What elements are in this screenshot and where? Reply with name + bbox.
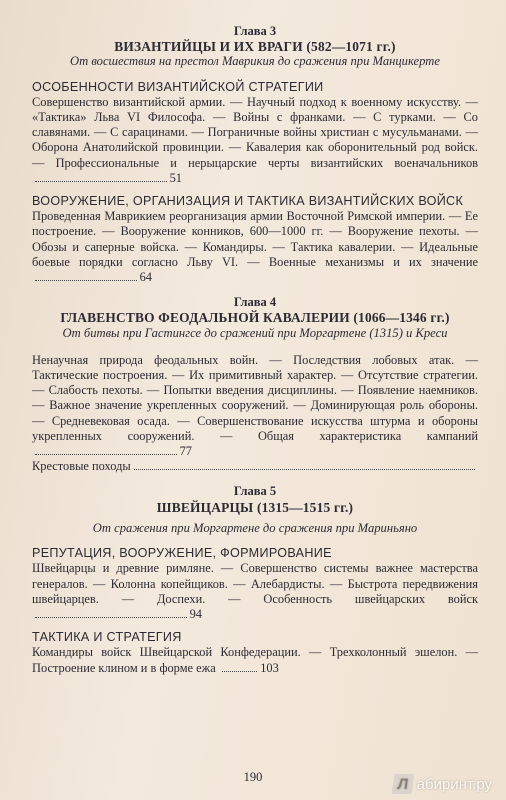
page-leader — [219, 661, 279, 676]
page-number: 77 — [179, 444, 192, 459]
page-number: 103 — [260, 660, 279, 675]
chapter-subtitle: От сражения при Моргартене до сражения при Мариньяно — [92, 520, 418, 535]
section-summary — [32, 209, 478, 285]
section-summary — [32, 353, 478, 459]
chapter-number: Глава 3 — [233, 24, 277, 38]
page-leader — [32, 444, 192, 459]
chapter-subtitle: От битвы при Гастингсе до сражений при Моргартене (1315) и Креси — [62, 325, 448, 340]
section-heading: ВООРУЖЕНИЕ, ОРГАНИЗАЦИЯ И ТАКТИКА ВИЗАНТИЙСКИХ ВОЙСК — [32, 194, 464, 209]
page-number: 64 — [139, 270, 152, 285]
chapter-title: ГЛАВЕНСТВО ФЕОДАЛЬНОЙ КАВАЛЕРИИ (1066—1346 гг.) — [60, 310, 450, 326]
section-summary — [32, 645, 478, 675]
dot-leader — [134, 469, 475, 470]
page-leader — [32, 270, 152, 285]
section-text: Ненаучная природа феодальных войн. — Последствия лобовых атак. — Тактические построения. — Их примитивный характер. — Отсутствие стратегии. — Слабость пехоты. — Попытки введения дисциплины. — Появление наемников. — Важное значение укрепленных сооружений. — Доминирующая роль обороны. — Средневековая осада. — Совершенствование искусства штурма и обороны укрепленных сооружений. — Общая характеристика кампаний — [32, 352, 478, 443]
page-leader — [32, 607, 202, 622]
watermark-text: абиринт.ру — [416, 775, 492, 793]
page-number: 51 — [169, 170, 182, 185]
section-text: Совершенство византийской армии. — Научный подход к военному искусству. — «Тактика» Льва VI Философа. — Войны с франками. — С турками. — Со славянами. — С сарацинами. — Пограничные войны христиан с мусульманами. — Оборона Анатолийской провинции. — Кавалерия как оборонительный род войск. — Профессиональные и нерыцарские черты византийских военачальников — [32, 94, 478, 170]
entry-label: Крестовые походы — [32, 459, 131, 474]
section-heading: РЕПУТАЦИЯ, ВООРУЖЕНИЕ, ФОРМИРОВАНИЕ — [32, 546, 332, 561]
section-summary — [32, 561, 478, 622]
page-folio: 190 — [243, 770, 263, 784]
section-text: Швейцарцы и древние римляне. — Совершенство системы важнее мастерства генералов. — Колонна копейщиков. — Алебардисты. — Быстрота передвижения швейцарцев. — Доспехи. — Особенность швейцарских войск — [32, 561, 478, 606]
chapter-title: ВИЗАНТИЙЦЫ И ИХ ВРАГИ (582—1071 гг.) — [114, 39, 396, 55]
page-leader — [32, 171, 182, 186]
section-heading: ОСОБЕННОСТИ ВИЗАНТИЙСКОЙ СТРАТЕГИИ — [32, 79, 324, 94]
chapter-title: ШВЕЙЦАРЦЫ (1315—1515 гг.) — [156, 499, 354, 515]
toc-entry — [32, 459, 478, 474]
watermark — [393, 774, 492, 794]
section-heading: ТАКТИКА И СТРАТЕГИЯ — [32, 630, 182, 645]
chapter-subtitle: От восшествия на престол Маврикия до сражения при Манцикерте — [70, 54, 440, 69]
page-number: 94 — [189, 606, 202, 621]
chapter-number: Глава 4 — [233, 295, 277, 310]
section-text: Командиры войск Швейцарской Конфедерации. — Трехколонный эшелон. — Построение клином и в форме ежа — [32, 645, 478, 675]
section-summary — [32, 95, 478, 186]
section-text: Проведенная Маврикием реорганизация армии Восточной Римской империи. — Ее построение. — Вооружение конников, 600—1000 гг. — Вооружение пехоты. — Обозы и саперные войска. — Командиры. — Тактика кавалерии. — Идеальные боевые порядки согласно Льву VI. — Военные механизмы и их значение — [32, 209, 478, 269]
labirint-logo-icon: Л — [391, 774, 414, 794]
chapter-number: Глава 5 — [233, 484, 277, 499]
table-of-contents — [32, 24, 478, 676]
